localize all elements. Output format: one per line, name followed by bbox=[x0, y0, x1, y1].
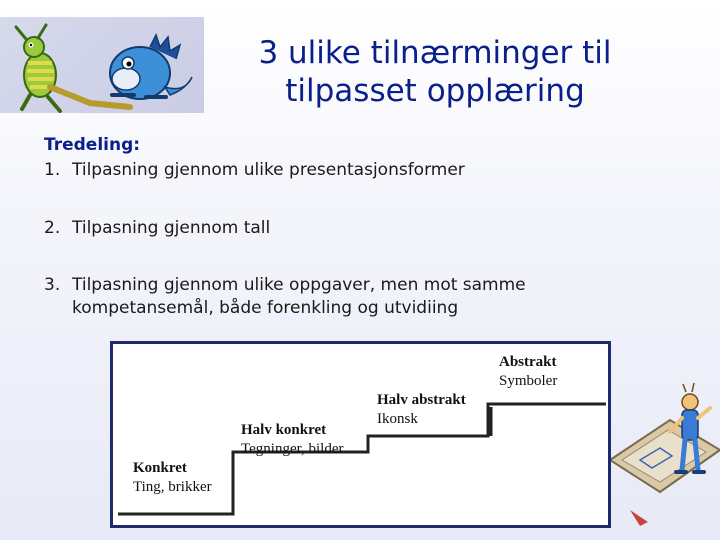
step-name: Konkret bbox=[133, 460, 187, 476]
content-body bbox=[44, 133, 564, 320]
pencil-icon bbox=[630, 510, 648, 526]
step-halv-abstrakt bbox=[377, 391, 466, 429]
list-item-number: 2. bbox=[44, 218, 61, 238]
title-line-1: 3 ulike tilnærminger til bbox=[258, 35, 612, 71]
step-abstrakt bbox=[499, 353, 557, 391]
section-heading: Tredeling: bbox=[44, 135, 141, 155]
step-halv-konkret bbox=[241, 421, 343, 459]
chalkboard-icon bbox=[610, 420, 720, 492]
cartoon-creatures-illustration bbox=[0, 17, 204, 113]
step-name: Abstrakt bbox=[499, 354, 557, 370]
list-item-text: Tilpasning gjennom ulike presentasjonsformer bbox=[72, 160, 465, 180]
blue-dinosaur-icon bbox=[110, 35, 192, 99]
list-item-text: Tilpasning gjennom ulike oppgaver, men mot samme kompetansemål, både forenkling og utvidiing bbox=[72, 275, 526, 318]
teacher-at-board-illustration bbox=[610, 380, 720, 530]
title-line-2: tilpasset opplæring bbox=[285, 73, 585, 109]
step-desc: Ting, brikker bbox=[133, 479, 212, 495]
list-item bbox=[44, 274, 564, 320]
step-desc: Ikonsk bbox=[377, 411, 418, 427]
list-item bbox=[44, 158, 564, 183]
step-desc: Tegninger, bilder bbox=[241, 441, 344, 457]
step-name: Halv abstrakt bbox=[377, 392, 466, 408]
list-item-number: 1. bbox=[44, 160, 61, 180]
list-item-text: Tilpasning gjennom tall bbox=[72, 218, 271, 238]
list-item-number: 3. bbox=[44, 275, 61, 295]
step-name: Halv konkret bbox=[241, 422, 327, 438]
list-item bbox=[44, 216, 564, 241]
abstraction-staircase-diagram bbox=[110, 341, 611, 528]
page-title bbox=[205, 34, 665, 110]
step-konkret bbox=[133, 459, 212, 497]
step-desc: Symboler bbox=[499, 373, 558, 389]
